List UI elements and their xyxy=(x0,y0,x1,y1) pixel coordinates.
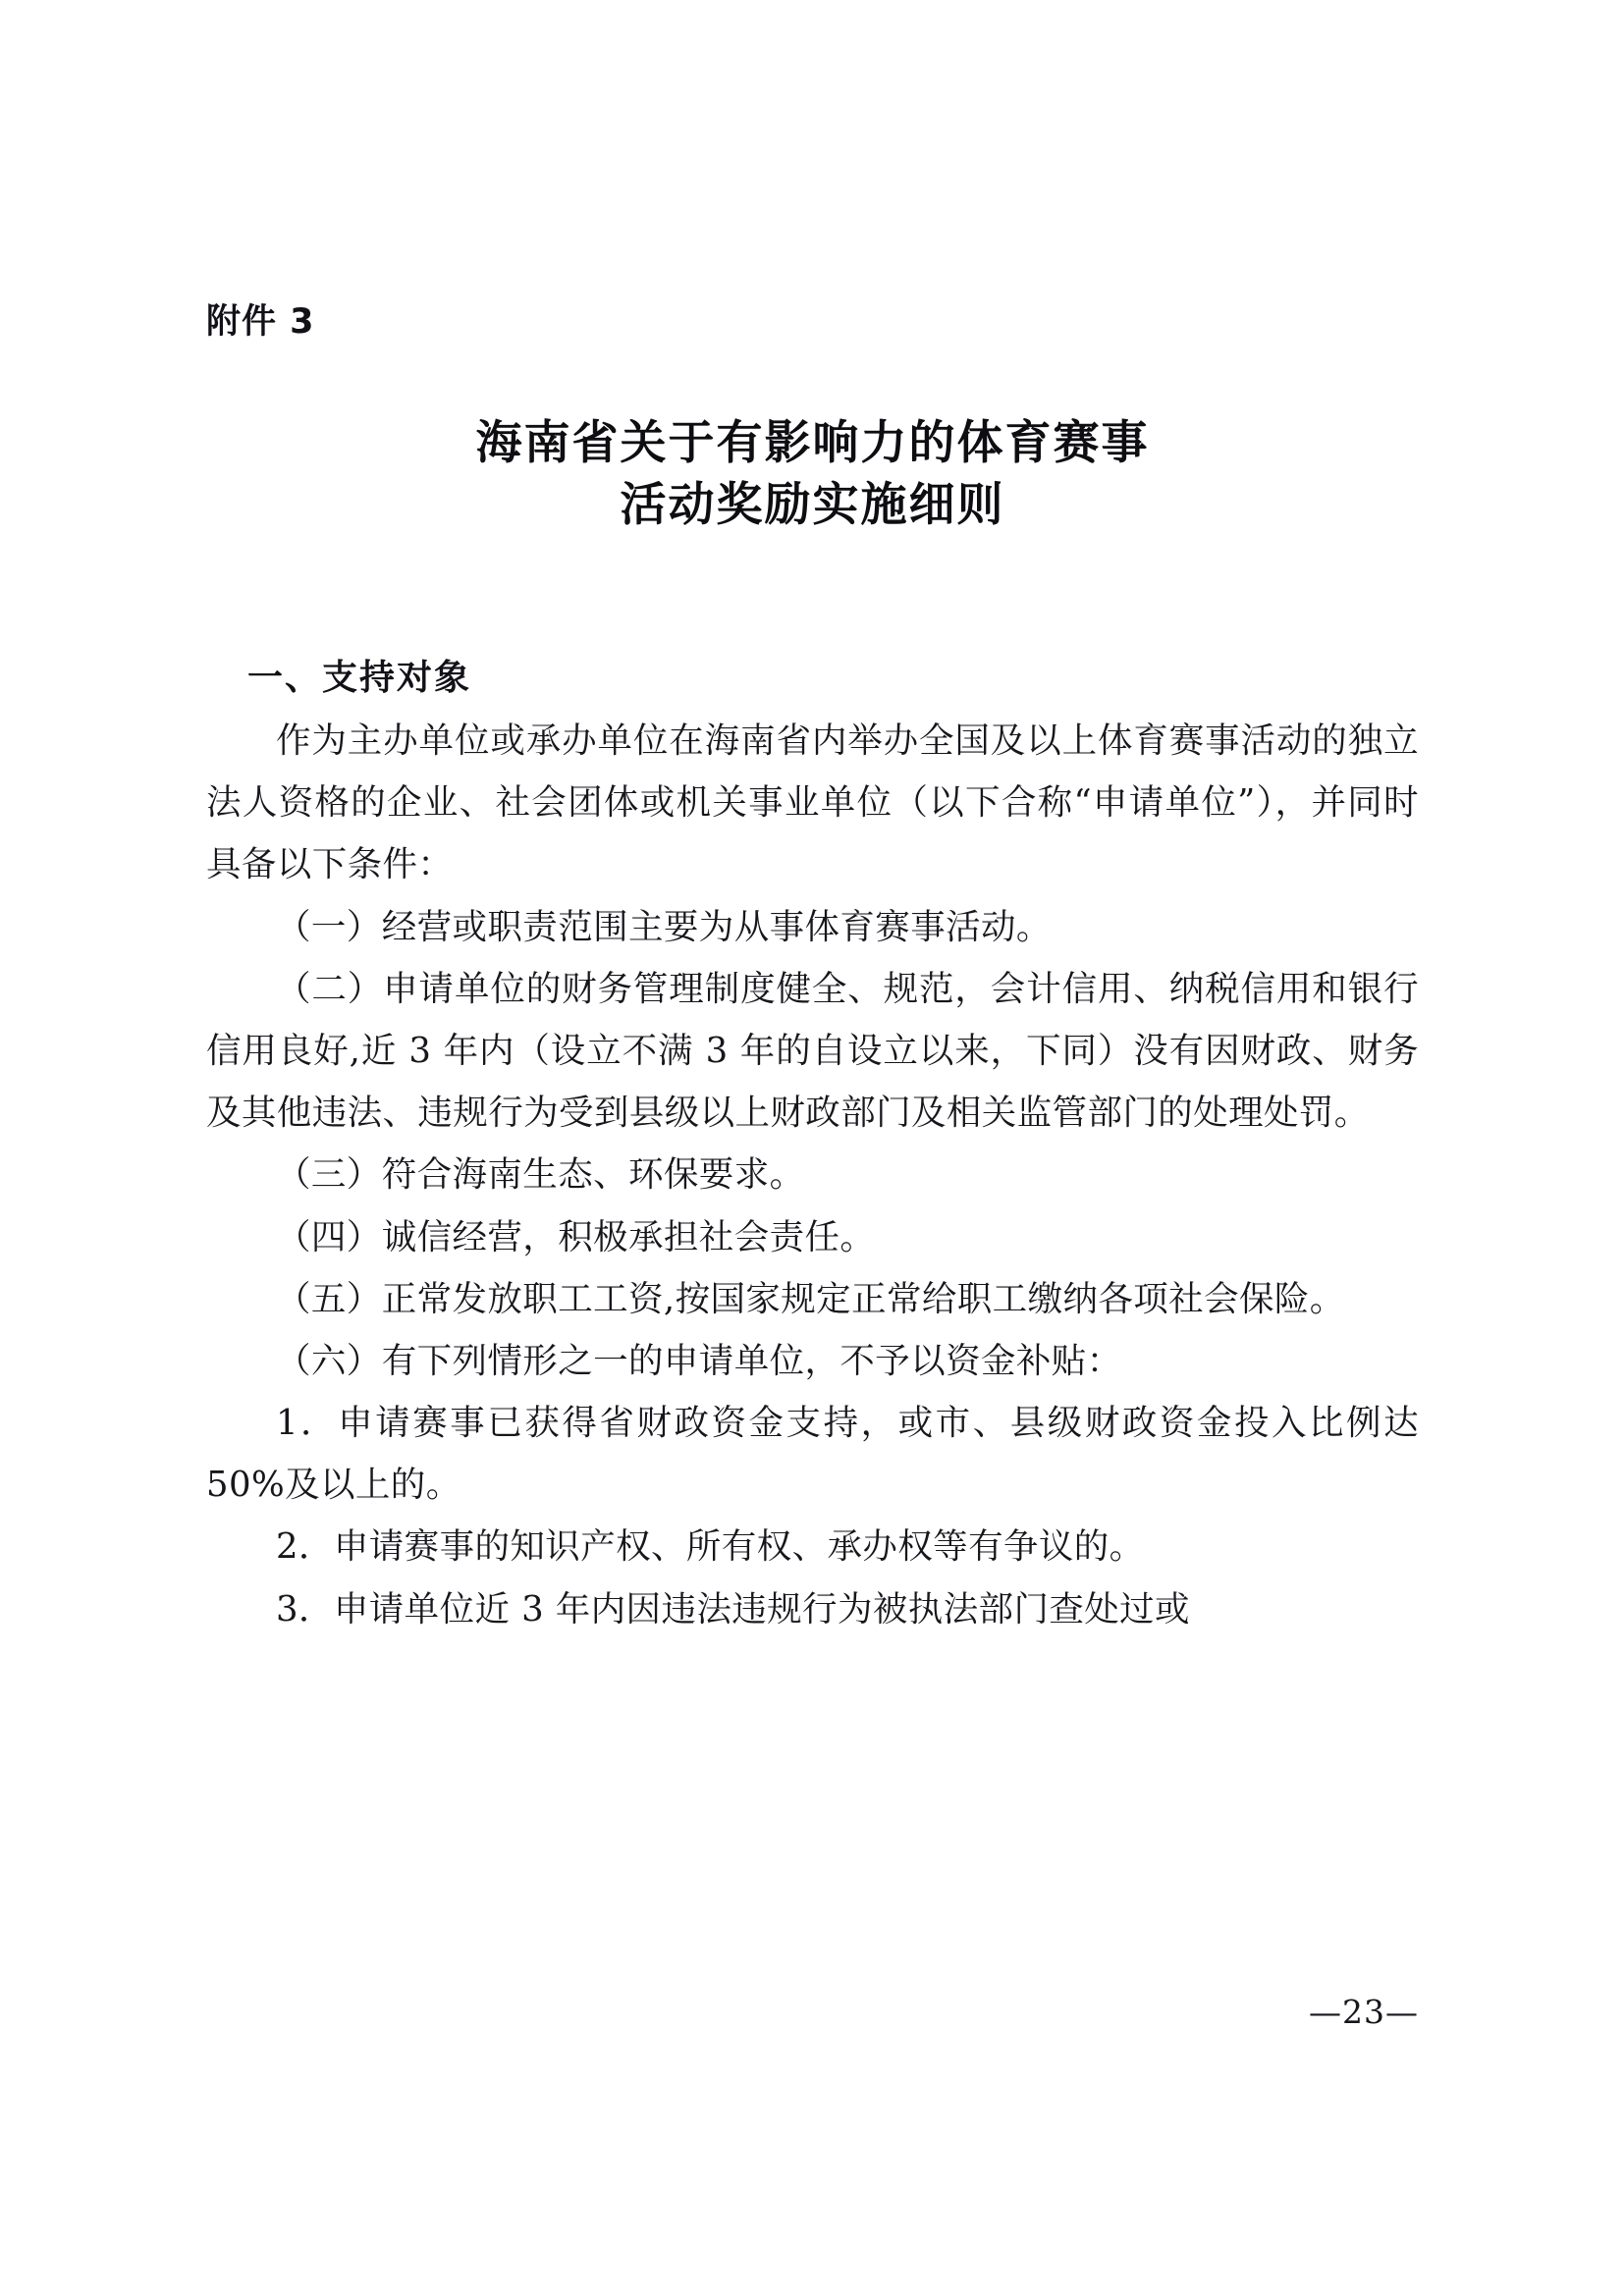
page-number: —23— xyxy=(1309,1993,1419,2031)
paragraph: （四）诚信经营，积极承担社会责任。 xyxy=(276,1216,876,1257)
paragraph: （六）有下列情形之一的申请单位，不予以资金补贴： xyxy=(276,1340,1122,1381)
paragraph: 作为主办单位或承办单位在海南省内举办全国及以上体育赛事活动的独立法人资格的企业、社会团体或机关事业单位（以下合称“申请单位”），并同时具备以下条件： xyxy=(206,721,1419,885)
paragraph: （五）正常发放职工工资,按国家规定正常给职工缴纳各项社会保险。 xyxy=(276,1278,1345,1319)
paragraph: 3．申请单位近 3 年内因违法违规行为被执法部门查处过或 xyxy=(276,1588,1190,1629)
paragraph: （二）申请单位的财务管理制度健全、规范，会计信用、纳税信用和银行信用良好,近 3 年内（设立不满 3 年的自设立以来，下同）没有因财政、财务及其他违法、违规行为受到县级以上财政部门及相关监管部门的处理处罚。 xyxy=(206,968,1419,1134)
title-line-2: 活动奖励实施细则 xyxy=(620,478,1005,533)
paragraph: 2．申请赛事的知识产权、所有权、承办权等有争议的。 xyxy=(276,1526,1145,1568)
page-title xyxy=(206,412,1419,537)
paragraph: （三）符合海南生态、环保要求。 xyxy=(276,1154,805,1196)
paragraph: （一）经营或职责范围主要为从事体育赛事活动。 xyxy=(276,906,1052,947)
page-content xyxy=(206,0,1419,2296)
section-heading-support-targets: 一、支持对象 xyxy=(247,658,472,698)
title-line-1: 海南省关于有影响力的体育赛事 xyxy=(475,416,1150,470)
paragraph: 1．申请赛事已获得省财政资金支持，或市、县级财政资金投入比例达 50%及以上的。 xyxy=(206,1403,1419,1506)
attachment-label: 附件 3 xyxy=(206,302,315,342)
document-body xyxy=(206,628,1419,1640)
